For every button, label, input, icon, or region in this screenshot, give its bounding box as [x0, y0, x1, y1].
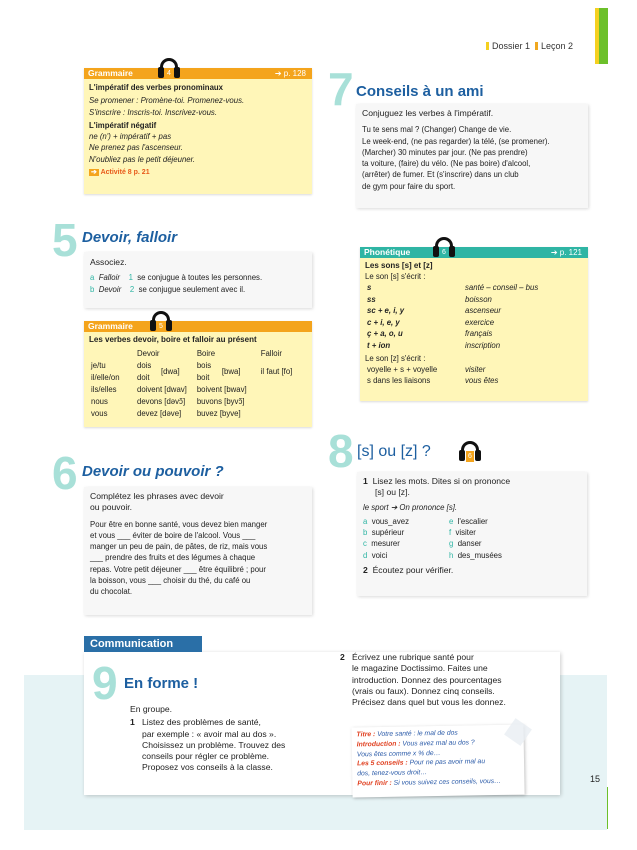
page-number: 15	[590, 774, 601, 784]
instruction: Complétez les phrases avec devoir	[90, 491, 224, 501]
exercise-line: (Marcher) 30 minutes par jour. (Ne pas prendre)	[362, 147, 528, 157]
son-z-table: voyelle + s + voyelle visiter s dans les liaisons vous êtes	[367, 364, 499, 386]
section-title: [s] ou [z] ?	[357, 443, 431, 460]
example-note: Titre : Votre santé : le mal de dos Introduction : Vous avez mal au dos ? Vous êtes comme x % de… Les 5 conseils : Pour ne pas avoir mal au dos, tenez-vous droit… Pour finir : Si vous suivez ces conseils, vous…	[351, 725, 524, 798]
section-title: Conseils à un ami	[356, 83, 484, 100]
conjugation-table: Devoir Boire Falloir je/tu dois [dwa] bois [bwa] il faut [fo] il/elle/on doit boit ils/elles doivent [dwav] boivent [bwav] nous devons [dəvɔ̃] buvons [byvɔ̃] vous devez [dəve] buvez [byve]	[91, 349, 293, 418]
grammaire-note-verbes	[84, 321, 312, 427]
top-green-bar	[599, 8, 608, 64]
section-number: 9	[92, 657, 118, 709]
exercise-line: de gym pour faire du sport.	[362, 181, 456, 191]
note-header: Phonétique ➔ p. 121	[360, 247, 588, 258]
headphones-icon[interactable]: 6	[458, 441, 482, 463]
instruction: ou pouvoir.	[90, 502, 133, 513]
exercise-card-7	[356, 104, 588, 208]
rule-intro: Le son [s] s'écrit :	[365, 272, 426, 281]
example-line: N'oubliez pas le petit déjeuner.	[89, 154, 196, 164]
section-number: 8	[328, 425, 354, 477]
rule-intro: Le son [z] s'écrit :	[365, 353, 426, 363]
instruction: Conjuguez les verbes à l'impératif.	[362, 108, 494, 118]
exercise-line: Le week-end, (ne pas regarder) la télé, (se promener).	[362, 136, 550, 146]
match-item: a Falloir 1 se conjugue à toutes les personnes.	[90, 273, 263, 283]
rule-title: Les verbes devoir, boire et falloir au présent	[89, 335, 257, 344]
page-ref-link[interactable]: ➔ p. 128	[274, 69, 306, 78]
word-list: a vous_avez b supérieur c mesurer d voici e l'escalier f visiter g danser h des_musées	[363, 516, 502, 560]
note-header: Grammaire	[84, 321, 312, 332]
communication-tab: Communication	[84, 636, 202, 652]
instruction: [s] ou [z].	[375, 487, 410, 498]
breadcrumb: Dossier 1 Leçon 2	[486, 41, 573, 51]
exercise-line: Tu te sens mal ? (Changer) Change de vie.	[362, 125, 512, 135]
rule-title: L'impératif des verbes pronominaux	[89, 83, 224, 92]
section-number: 5	[52, 214, 78, 266]
exercise-line: manger un peu de pain, de pâtes, de riz, mais vous	[90, 542, 268, 552]
rule-title: L'impératif négatif	[89, 120, 157, 130]
phonetique-note	[360, 247, 588, 401]
example-line: S'inscrire : Inscris-toi. Inscrivez-vous.	[89, 107, 217, 117]
headphones-icon[interactable]: 6	[432, 237, 456, 259]
rule-title: Les sons [s] et [z]	[365, 261, 433, 270]
rule-formula: ne (n') + impératif + pas	[89, 132, 172, 142]
headphones-icon[interactable]: 5	[149, 311, 173, 333]
example-line: le sport ➔ On prononce [s].	[363, 502, 458, 512]
section-number: 7	[328, 63, 354, 115]
section-title: En forme !	[124, 675, 199, 692]
exercise-line: Pour être en bonne santé, vous devez bien manger	[90, 519, 268, 529]
section-title: Devoir, falloir	[82, 229, 178, 246]
note-header: Grammaire ➔ p. 128	[84, 68, 312, 79]
exercise-card-5	[84, 252, 312, 308]
exercise-line: repas. Votre petit déjeuner ___ être équilibré ; pour	[90, 564, 266, 574]
section-number: 6	[52, 447, 78, 499]
exercise-line: ___ prendre des fruits et des légumes à chaque	[90, 553, 256, 563]
exercise-card-8: 1 Lisez les mots. Dites si on prononce [s] ou [z]. le sport ➔ On prononce [s]. a vous_avez b supérieur c mesurer d voici e l'escalier f visiter g danser h des_musées 2 Écoutez pour vérifier.	[357, 472, 587, 596]
instruction: Associez.	[90, 257, 127, 267]
exercise-line: ta voiture, (faire) du vélo. (Ne pas boire) d'alcool,	[362, 159, 531, 169]
exercise-line: la boisson, vous ___ choisir du thé, du café ou	[90, 576, 251, 586]
exercise-line: du chocolat.	[90, 587, 133, 597]
communication-step2: 2 Écrivez une rubrique santé pour le magazine Doctissimo. Faites une introduction. Donnez des pourcentages (vrais ou faux). Donnez cinq conseils. Précisez dans quel but vous les donnez.	[340, 652, 506, 708]
headphones-icon[interactable]: 4	[157, 58, 181, 80]
son-s-table: s santé – conseil – bus ss boisson sc + e, i, y ascenseur c + i, e, y exercice ç + a, o, u français t + ion inscription	[367, 283, 539, 350]
page-ref-link[interactable]: ➔ p. 121	[550, 248, 582, 257]
communication-step1: En groupe. 1 Listez des problèmes de santé, par exemple : « avoir mal au dos ». Choisissez un problème. Trouvez des conseils pour régler ce problème. Proposez vos conseils à la classe.	[130, 704, 286, 773]
grammaire-note-imperatif	[84, 68, 312, 194]
activity-link[interactable]: ➔ Activité 8 p. 21	[91, 169, 150, 177]
exercise-card-6	[84, 487, 312, 615]
example-line: Se promener : Promène-toi. Promenez-vous.	[89, 96, 245, 106]
exercise-line: et vous ___ éviter de boire de l'alcool. Vous ___	[90, 530, 256, 540]
example-line: Ne prenez pas l'ascenseur.	[89, 143, 183, 153]
match-item: b Devoir 2 se conjugue seulement avec il.	[90, 284, 246, 294]
exercise-line: (arrêter) de fumer. Et (s'inscrire) dans un club	[362, 170, 519, 180]
section-title: Devoir ou pouvoir ?	[82, 463, 224, 480]
